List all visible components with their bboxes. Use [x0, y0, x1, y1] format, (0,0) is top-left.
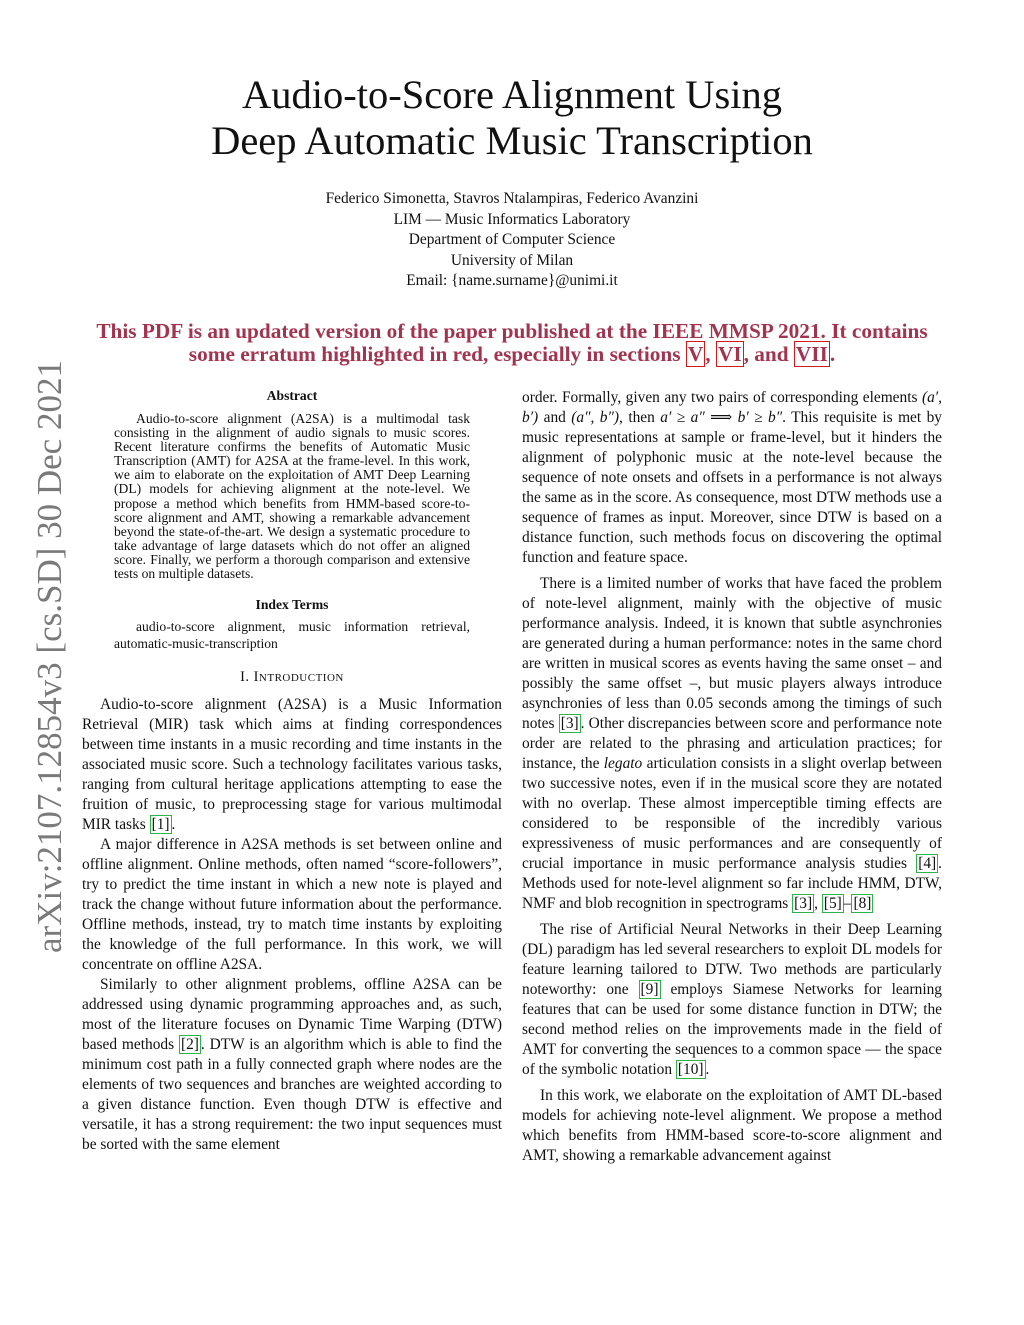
paragraph-3-text: Similarly to other alignment problems, offline A2SA can be addressed using dynamic programming approaches and, as such, most of the literature focuses on Dynamic Time Warping (DTW) based methods: [82, 976, 502, 1054]
math-implication: a′ ≥ a″ ⟹ b′ ≥ b″: [660, 409, 783, 426]
section-link-vi[interactable]: VI: [717, 342, 742, 366]
index-terms-text: audio-to-score alignment, music information retrieval, automatic-music-transcription: [114, 619, 470, 652]
paragraph-4: [522, 388, 942, 568]
right-column: [522, 384, 942, 1166]
legato-term: legato: [603, 755, 643, 772]
paragraph-4-text: order. Formally, given any two pairs of corresponding elements: [522, 389, 922, 406]
citation-8[interactable]: [8]: [853, 895, 872, 912]
abstract-text: Audio-to-score alignment (A2SA) is a multimodal task consisting in the alignment of audio signals to music scores. Recent literature confirms the benefits of Automatic Music Transcription (AMT) for A2SA at the frame-level. In this work, we aim to elaborate on the exploitation of AMT Deep Learning (DL) models for achieving alignment at the note-level. We propose a method which benefits from HMM-based score-to-score alignment and AMT, showing a remarkable advancement beyond the state-of-the-art. We design a systematic procedure to take advantage of large datasets which do not offer an aligned score. Finally, we perform a thorough comparison and extensive tests on multiple datasets.: [114, 411, 470, 582]
erratum-notice: [82, 320, 942, 366]
paragraph-5: [522, 574, 942, 914]
citation-range-dash: –: [843, 895, 852, 912]
citation-5[interactable]: [5]: [823, 895, 842, 912]
paragraph-5-text: There is a limited number of works that have faced the problem of note-level alignment, mainly with the objective of music performance analysis. Indeed, it is known that subtle asynchronies are generated during a human performance: notes in the same chord are written in musical scores as events having the same onset – and possibly the same offset –, but music players always introduce asynchronies of less than 0.05 seconds among the timings of such notes: [522, 575, 942, 732]
citation-1[interactable]: [1]: [151, 816, 170, 834]
section-title: NTRODUCTION: [258, 672, 344, 685]
paragraph-5-text-4: . Methods used for note-level alignment so far include HMM, DTW, NMF and blob recognition in spectrograms: [522, 855, 942, 912]
paragraph-3: [82, 975, 502, 1155]
paragraph-5-text-3: articulation consists in a slight overlap between two successive notes, even if in the musical score they are notated with no overlap. These almost imperceptible timing effects are considered to be responsible of the incredibly various expressiveness of music performances and are consequently of crucial importance in music performance analysis studies: [522, 755, 942, 872]
section-number: I. I: [240, 669, 259, 686]
citation-4[interactable]: [4]: [918, 855, 937, 872]
paragraph-4-rest: . This requisite is met by music representations at sample or frame-level, but it hinders the alignment of polyphonic music at the note-level because the sequence of note onsets and offsets in a performance is not always the same as in the score. As consequence, most DTW methods use a sequence of frames as input. Moreover, since DTW is based on a distance function, such methods focus on discovering the optimal function and feature space.: [522, 409, 942, 566]
section-link-vii[interactable]: VII: [795, 342, 828, 366]
affiliation-line-3: University of Milan: [450, 251, 574, 269]
index-terms-heading: Index Terms: [255, 597, 329, 613]
citation-10[interactable]: [10]: [677, 1061, 704, 1078]
affiliation-line-2: Department of Computer Science: [408, 231, 616, 249]
section-link-v[interactable]: V: [687, 342, 704, 366]
paper-title: [82, 72, 942, 164]
paragraph-5-text-2: . Other discrepancies between score and performance note order are related to the phrasing and articulation practices; for instance, the: [522, 715, 942, 772]
paragraph-6-end: .: [705, 1061, 710, 1078]
citation-3[interactable]: [3]: [560, 715, 579, 732]
paragraph-4-then: , then: [619, 409, 661, 426]
author-names: Federico Simonetta, Stavros Ntalampiras, Federico Avanzini: [325, 190, 699, 207]
notice-end: .: [829, 342, 836, 366]
paragraph-1-end: .: [171, 816, 176, 834]
notice-separator-1: ,: [705, 342, 716, 366]
paragraph-6: [522, 920, 942, 1080]
math-pair-2: (a″, b″): [571, 409, 620, 426]
paragraph-6-text: The rise of Artificial Neural Networks in their Deep Learning (DL) paradigm has led several researchers to exploit DL models for feature learning tailored to DTW. Two methods are particularly noteworthy: one: [522, 921, 942, 998]
paragraph-2: A major difference in A2SA methods is set between online and offline alignment. Online methods, often named “score-followers”, try to predict the time instant in which a new note is played and track the change without future information about the performance. Offline methods, instead, try to match time instants by exploiting the knowledge of the full performance. In this work, we will concentrate on offline A2SA.: [82, 836, 502, 974]
paragraph-7: In this work, we elaborate on the exploitation of AMT DL-based models for achieving note-level alignment. We propose a method which benefits from HMM-based score-to-score alignment and AMT, showing a remarkable advancement against: [522, 1087, 942, 1164]
notice-text: This PDF is an updated version of the paper published at the IEEE MMSP 2021. It contains some erratum highlighted in red, especially in sections: [96, 319, 928, 366]
paragraph-1: [82, 695, 502, 835]
paragraph-6-text-2: employs Siamese Networks for learning features that can be used for some distance function in DTW; the second method relies on the improvements made in the field of AMT for converting the sequences to a common space — the space of the symbolic notation: [522, 981, 942, 1078]
notice-separator-2: , and: [743, 342, 794, 366]
citation-3b[interactable]: [3]: [794, 895, 813, 912]
arxiv-watermark: arXiv:2107.12854v3 [cs.SD] 30 Dec 2021: [30, 360, 69, 953]
abstract-heading: Abstract: [266, 388, 318, 403]
citation-separator: ,: [814, 895, 822, 912]
title-line-1: Audio-to-Score Alignment Using: [242, 72, 782, 117]
paragraph-3-rest: . DTW is an algorithm which is able to find the minimum cost path in a fully connected graph where nodes are the elements of two sequences and branches are weighted according to a given distance function. Even though DTW is effective and versatile, it has a strong requirement: the two input sequences must be sorted with the same element: [82, 1036, 502, 1154]
title-line-2: Deep Automatic Music Transcription: [211, 118, 813, 163]
citation-9[interactable]: [9]: [640, 981, 659, 998]
paragraph-4-and: and: [538, 409, 572, 426]
affiliation-line-1: LIM — Music Informatics Laboratory: [393, 210, 631, 228]
math-pair-1: (a′, b′): [522, 389, 942, 426]
author-block: [82, 189, 942, 292]
left-column: [82, 384, 502, 1155]
email-line: Email: {name.surname}@unimi.it: [406, 272, 618, 290]
paragraph-1-text: Audio-to-score alignment (A2SA) is a Music Information Retrieval (MIR) task which aims at finding correspondences between time instants in a music recording and time instants in the associated music score. Such a technology facilitates various tasks, ranging from cultural heritage applications attempting to ease the fruition of music, to preprocessing stage for various multimodal MIR tasks: [82, 696, 502, 834]
citation-2[interactable]: [2]: [180, 1036, 199, 1054]
section-heading-introduction: [82, 668, 502, 687]
